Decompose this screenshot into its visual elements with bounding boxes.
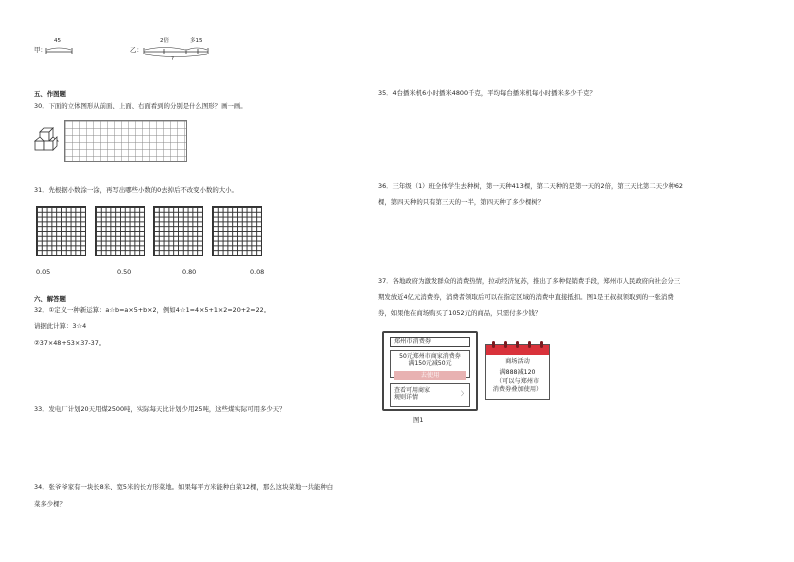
yi-seg2-label: 多15 [190, 38, 203, 44]
q37-line3: 券，如果他在商场购买了1052元的商品，只需付多少钱？ [378, 309, 542, 317]
q30-text: 30．下面的立体图形从前面、上面、右面看到的分别是什么图形？画一画。 [34, 102, 247, 110]
calendar-ring [540, 341, 543, 348]
coupon-line1: 50元郑州市商家消费券 [399, 353, 461, 360]
yi-question-label: ? [171, 56, 174, 62]
use-coupon-button[interactable]: 去使用 [394, 371, 466, 380]
q37-line1: 37．各地政府为激发群众的消费热情，拉动经济复苏，推出了多种促销费手段，郑州市人民政府向社会分三 [378, 277, 681, 285]
mall-event-calendar [485, 344, 550, 400]
q34-line2: 菜多少棵？ [34, 500, 66, 508]
q35-text: 35．4台播米机6小时播米4800千克，平均每台播米机每小时播米多少千克？ [378, 89, 596, 97]
calendar-ring [504, 341, 507, 348]
coupon-phone-figure [382, 331, 478, 411]
figure-caption: 图1 [413, 416, 424, 424]
coupon-links-box [390, 383, 470, 407]
yi-seg1-label: 2倍 [160, 38, 169, 44]
grid-label-4: 0.08 [250, 268, 265, 276]
jia-value: 45 [54, 38, 61, 44]
event-line3: 消费券叠加使用） [492, 386, 543, 393]
q34-line1: 34．张爷爷家有一块长8米、宽5米的长方形菜地。如果每平方米能种白菜12棵，那么这块菜地一共能种白 [34, 483, 334, 491]
yi-bar-diagram [142, 42, 210, 58]
rule-details-link[interactable]: 规则详情 [394, 394, 419, 402]
q33-text: 33．发电厂计划20天用煤2500吨，实际每天比计划少用25吨，这些煤实际可用多少天？ [34, 405, 286, 413]
calendar-ring [516, 341, 519, 348]
q32-line1: 32．①定义一种新运算：a☆b=a×5+b×2，例如4☆1=4×5+1×2=20+2=22。 [34, 306, 271, 314]
calendar-ring [528, 341, 531, 348]
drawing-grid[interactable] [64, 120, 187, 162]
q32-line3: ②37×48+53×37-37。 [34, 339, 106, 347]
view-merchants-link[interactable]: 查看可用商家 [394, 387, 431, 394]
cube-stack-icon [33, 127, 61, 159]
hundred-grid-1[interactable] [36, 206, 86, 256]
section6-title: 六、解答题 [34, 295, 66, 303]
q31-text: 31．先根据小数涂一涂，再写出哪些小数的0去掉后不改变小数的大小。 [34, 186, 238, 194]
hundred-grid-2[interactable] [95, 206, 145, 256]
calendar-ring [492, 341, 495, 348]
hundred-grid-3[interactable] [153, 206, 203, 256]
event-title: 商场活动 [505, 358, 530, 365]
coupon-line2: 满150元减50元 [408, 360, 452, 368]
jia-bar-diagram [44, 42, 74, 56]
q36-line2: 棵，第四天种的只有第三天的一半，第四天种了多少棵树？ [378, 198, 545, 206]
section5-title: 五、作图题 [34, 90, 66, 98]
yi-label: 乙： [130, 46, 143, 54]
event-line2: （可以与郑州市 [495, 378, 540, 385]
q37-line2: 期发放近4亿元消费券，消费者领取后可以在指定区域的消费中直接抵扣。图1是王叔叔领取到的一张消费 [378, 293, 674, 301]
chevron-right-icon[interactable]: 〉 [460, 391, 467, 398]
grid-label-1: 0.05 [36, 268, 51, 276]
q36-line1: 36．三年级（1）班全体学生去种树，第一天种413棵，第二天种的是第一天的2倍，第三天比第二天少种62 [378, 182, 683, 190]
event-line1: 满888减120 [499, 369, 536, 376]
grid-label-2: 0.50 [117, 268, 132, 276]
q32-line2: 请据此计算：3☆4 [34, 322, 87, 330]
hundred-grid-4[interactable] [212, 206, 262, 256]
coupon-header: 郑州市消费券 [390, 337, 470, 347]
grid-label-3: 0.80 [182, 268, 197, 276]
jia-label: 甲： [34, 46, 47, 54]
